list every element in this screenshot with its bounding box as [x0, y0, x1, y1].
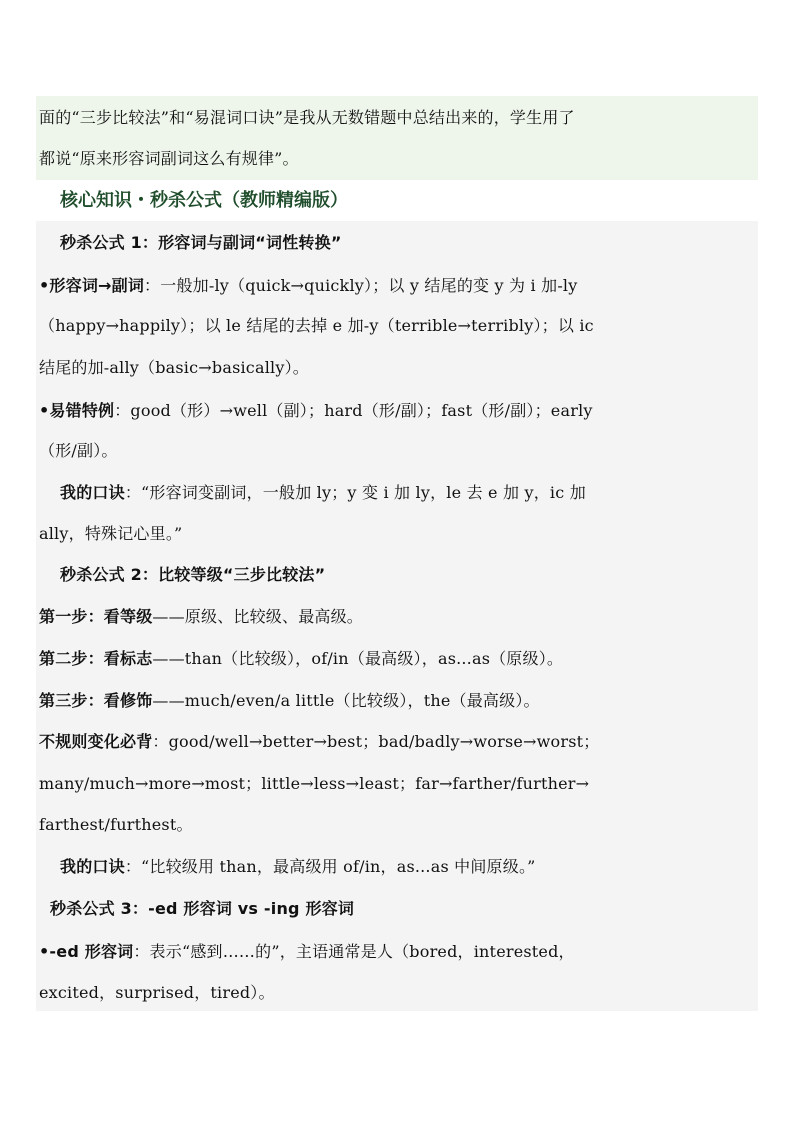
irregular-line: [39, 731, 599, 753]
formula-3-title: 秒杀公式 3：-ed 形容词 vs -ing 形容词: [50, 899, 355, 918]
rule-line: [39, 275, 578, 297]
step-text: ——原级、比较级、最高级。: [152, 607, 364, 626]
irregular-line: farthest/furthest。: [39, 815, 193, 834]
rule-text: ：一般加-ly（quick→quickly）；以 y 结尾的变 y 为 i 加-ly: [144, 276, 578, 295]
mnemonic-text: ：“形容词变副词，一般加 ly；y 变 i 加 ly，le 去 e 加 y，ic 加: [124, 483, 586, 502]
rule-text: ：good（形）→well（副）；hard（形/副）；fast（形/副）；early: [114, 401, 593, 420]
mnemonic-line: ally，特殊记心里。”: [39, 524, 183, 543]
step-label: 第一步：看等级: [39, 607, 153, 626]
irregular-text: ：good/well→better→best；bad/badly→worse→worst；: [152, 732, 600, 751]
rule-line: excited，surprised，tired）。: [39, 983, 275, 1002]
intro-line-1: 面的“三步比较法”和“易混词口诀”是我从无数错题中总结出来的，学生用了: [39, 108, 575, 127]
step-line: [39, 690, 540, 712]
mnemonic-label: 我的口诀: [60, 483, 125, 502]
rule-label: •-ed 形容词: [39, 942, 134, 961]
rule-line: （形/副）。: [39, 441, 118, 460]
rule-line: [39, 941, 575, 963]
step-line: [39, 606, 363, 628]
formula-1-title: 秒杀公式 1：形容词与副词“词性转换”: [60, 233, 342, 252]
formula-2-title: 秒杀公式 2：比较等级“三步比较法”: [60, 565, 326, 584]
step-text: ——than（比较级），of/in（最高级），as...as（原级）。: [152, 649, 564, 668]
irregular-line: many/much→more→most；little→less→least；far→farther/further→: [39, 774, 590, 793]
step-text: ——much/even/a little（比较级），the（最高级）。: [152, 691, 540, 710]
section-title: 核心知识・秒杀公式（教师精编版）: [60, 190, 348, 211]
rule-label: •形容词→副词: [39, 276, 145, 295]
step-label: 第二步：看标志: [39, 649, 153, 668]
mnemonic-text: ：“比较级用 than，最高级用 of/in，as...as 中间原级。”: [124, 857, 536, 876]
rule-label: •易错特例: [39, 401, 115, 420]
rule-line: 结尾的加-ally（basic→basically）。: [39, 358, 309, 377]
rule-line: [39, 400, 593, 422]
irregular-label: 不规则变化必背: [39, 732, 153, 751]
step-label: 第三步：看修饰: [39, 691, 153, 710]
mnemonic-label: 我的口诀: [60, 857, 125, 876]
step-line: [39, 648, 563, 670]
intro-line-2: 都说“原来形容词副词这么有规律”。: [39, 149, 299, 168]
rule-line: （happy→happily）；以 le 结尾的去掉 e 加-y（terrible→terribly）；以 ic: [39, 316, 594, 335]
mnemonic-line: [60, 482, 586, 504]
rule-text: ：表示“感到……的”，主语通常是人（bored，interested，: [133, 942, 575, 961]
mnemonic-line: [60, 856, 536, 878]
